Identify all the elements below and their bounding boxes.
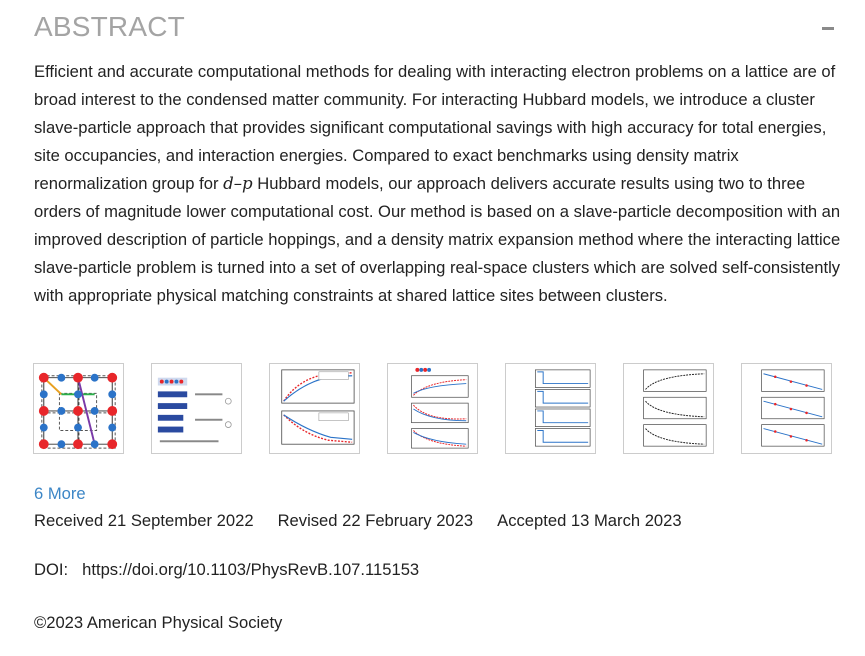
decay-figure-image: [624, 364, 713, 453]
figure-thumbnail-3[interactable]: [269, 363, 360, 454]
step-curves-figure-image: [506, 364, 595, 453]
multi-panel-figure-image: [388, 364, 477, 453]
figure-thumbnail-7[interactable]: [741, 363, 832, 454]
figure-thumbnail-2[interactable]: [151, 363, 242, 454]
doi-label: DOI:: [34, 560, 69, 579]
abstract-header: [34, 10, 834, 46]
doi-line: [34, 559, 419, 581]
figure-thumbnail-1[interactable]: [33, 363, 124, 454]
diagram-figure-image: [152, 364, 241, 453]
copyright: ©2023 American Physical Society: [34, 613, 283, 632]
abstract-text: [34, 58, 844, 310]
received-date: Received 21 September 2022: [34, 511, 254, 530]
lattice-figure-image: [34, 364, 123, 453]
abstract-part-1: Efficient and accurate computational methods for dealing with interacting electron problems on a lattice are of broad interest to the condensed matter community. For interacting Hubbard models, we introduce a cluster slave-particle approach that provides significant computational savings with high accuracy for total energies, site occupancies, and interaction energies. Compared to exact benchmarks using density matrix renormalization group for: [34, 62, 836, 193]
figure-thumbnail-5[interactable]: [505, 363, 596, 454]
more-figures-link[interactable]: 6 More: [34, 484, 86, 503]
linear-figure-image: [742, 364, 831, 453]
minus-icon[interactable]: [822, 27, 834, 30]
section-title: ABSTRACT: [34, 11, 185, 42]
abstract-math: d–p: [223, 174, 253, 193]
publication-dates: [34, 510, 706, 532]
abstract-part-2: Hubbard models, our approach delivers accurate results using two to three orders of magnitude lower computational cost. Our method is based on a slave-particle decomposition with an improved description of particle hoppings, and a density matrix expansion method where the interacting lattice slave-particle problem is turned into a set of overlapping real-space clusters which are solved self-consistently with appropriate physical matching constraints at shared lattice sites between clusters.: [34, 174, 841, 305]
figure-thumbnail-6[interactable]: [623, 363, 714, 454]
accepted-date: Accepted 13 March 2023: [497, 511, 682, 530]
figure-thumbnails: [33, 363, 833, 456]
curves-figure-image: [270, 364, 359, 453]
figure-thumbnail-4[interactable]: [387, 363, 478, 454]
doi-value[interactable]: https://doi.org/10.1103/PhysRevB.107.115153: [82, 560, 420, 579]
revised-date: Revised 22 February 2023: [277, 511, 474, 530]
